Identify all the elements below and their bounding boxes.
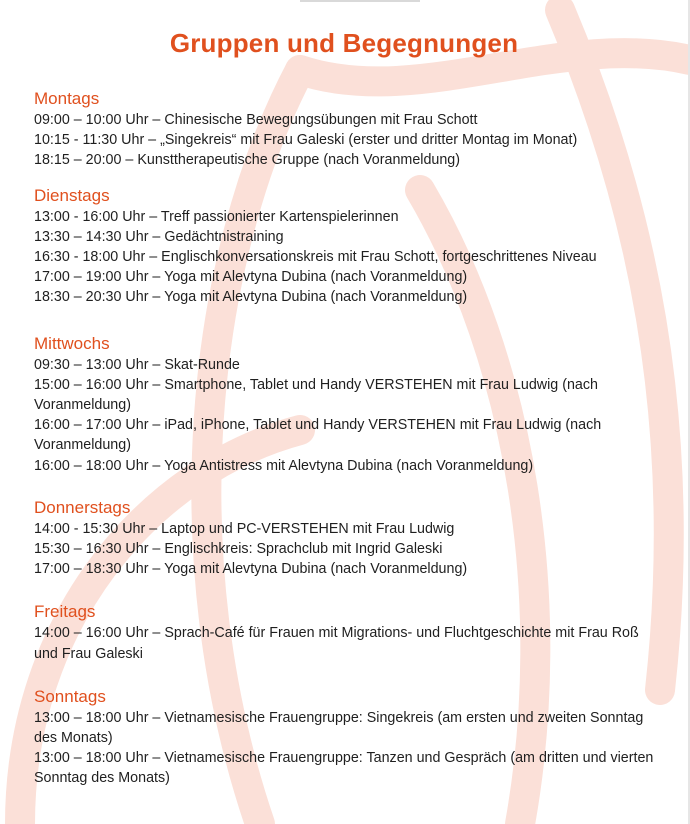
day-heading: Sonntags [34, 686, 106, 706]
day-heading: Freitags [34, 602, 96, 622]
day-heading: Mittwochs [34, 333, 110, 353]
day-heading: Donnerstags [34, 497, 131, 517]
schedule-entry: 17:00 – 19:00 Uhr – Yoga mit Alevtyna Dubina (nach Voranmeldung) [34, 269, 468, 286]
day-heading: Dienstags [34, 185, 110, 205]
schedule-entry: 13:00 – 18:00 Uhr – Vietnamesische Frauengruppe: Singekreis (am ersten und zweiten Sonntag des Monats) [34, 709, 644, 747]
section-freitags [34, 601, 654, 663]
page-title: Gruppen und Begegnungen [169, 28, 519, 58]
schedule-entry: 13:00 - 16:00 Uhr – Treff passionierter Kartenspielerinnen [34, 208, 399, 225]
schedule-entry: 16:00 – 18:00 Uhr – Yoga Antistress mit Alevtyna Dubina (nach Voranmeldung) [34, 457, 534, 474]
schedule-entry: 13:30 – 14:30 Uhr – Gedächtnistraining [34, 228, 284, 245]
section-mittwochs [34, 333, 654, 476]
section-dienstags [34, 185, 654, 308]
schedule-entry: 13:00 – 18:00 Uhr – Vietnamesische Frauengruppe: Tanzen und Gespräch (am dritten und vierten Sonntag des Monats) [34, 750, 654, 787]
schedule-entry: 18:30 – 20:30 Uhr – Yoga mit Alevtyna Dubina (nach Voranmeldung) [34, 289, 468, 306]
schedule-entry: 15:30 – 16:30 Uhr – Englischkreis: Sprachclub mit Ingrid Galeski [34, 541, 443, 558]
schedule-document [34, 26, 654, 789]
schedule-entry: 09:30 – 13:00 Uhr – Skat-Runde [34, 356, 240, 373]
schedule-entry: 15:00 – 16:00 Uhr – Smartphone, Tablet und Handy VERSTEHEN mit Frau Ludwig (nach Voranmeldung) [34, 376, 598, 414]
schedule-entry: 18:15 – 20:00 – Kunsttherapeutische Gruppe (nach Voranmeldung) [34, 152, 461, 169]
schedule-entry: 10:15 - 11:30 Uhr – „Singekreis“ mit Frau Galeski (erster und dritter Montag im Monat) [34, 132, 578, 149]
schedule-entry: 14:00 – 16:00 Uhr – Sprach-Café für Frauen mit Migrations- und Fluchtgeschichte mit Frau Roß und Frau Galeski [34, 625, 639, 662]
schedule-entry: 09:00 – 10:00 Uhr – Chinesische Bewegungsübungen mit Frau Schott [34, 112, 478, 128]
section-donnerstags [34, 497, 654, 580]
top-divider [300, 0, 420, 2]
schedule-entry: 16:30 - 18:00 Uhr – Englischkonversationskreis mit Frau Schott, fortgeschrittenes Niveau [34, 249, 597, 266]
schedule-entry: 17:00 – 18:30 Uhr – Yoga mit Alevtyna Dubina (nach Voranmeldung) [34, 561, 468, 578]
schedule-entry: 16:00 – 17:00 Uhr – iPad, iPhone, Tablet und Handy VERSTEHEN mit Frau Ludwig (nach Voranmeldung) [34, 417, 602, 454]
day-heading: Montags [34, 89, 100, 108]
schedule-entry: 14:00 - 15:30 Uhr – Laptop und PC-VERSTEHEN mit Frau Ludwig [34, 520, 455, 537]
section-sonntags [34, 686, 654, 789]
section-montags [34, 88, 654, 171]
